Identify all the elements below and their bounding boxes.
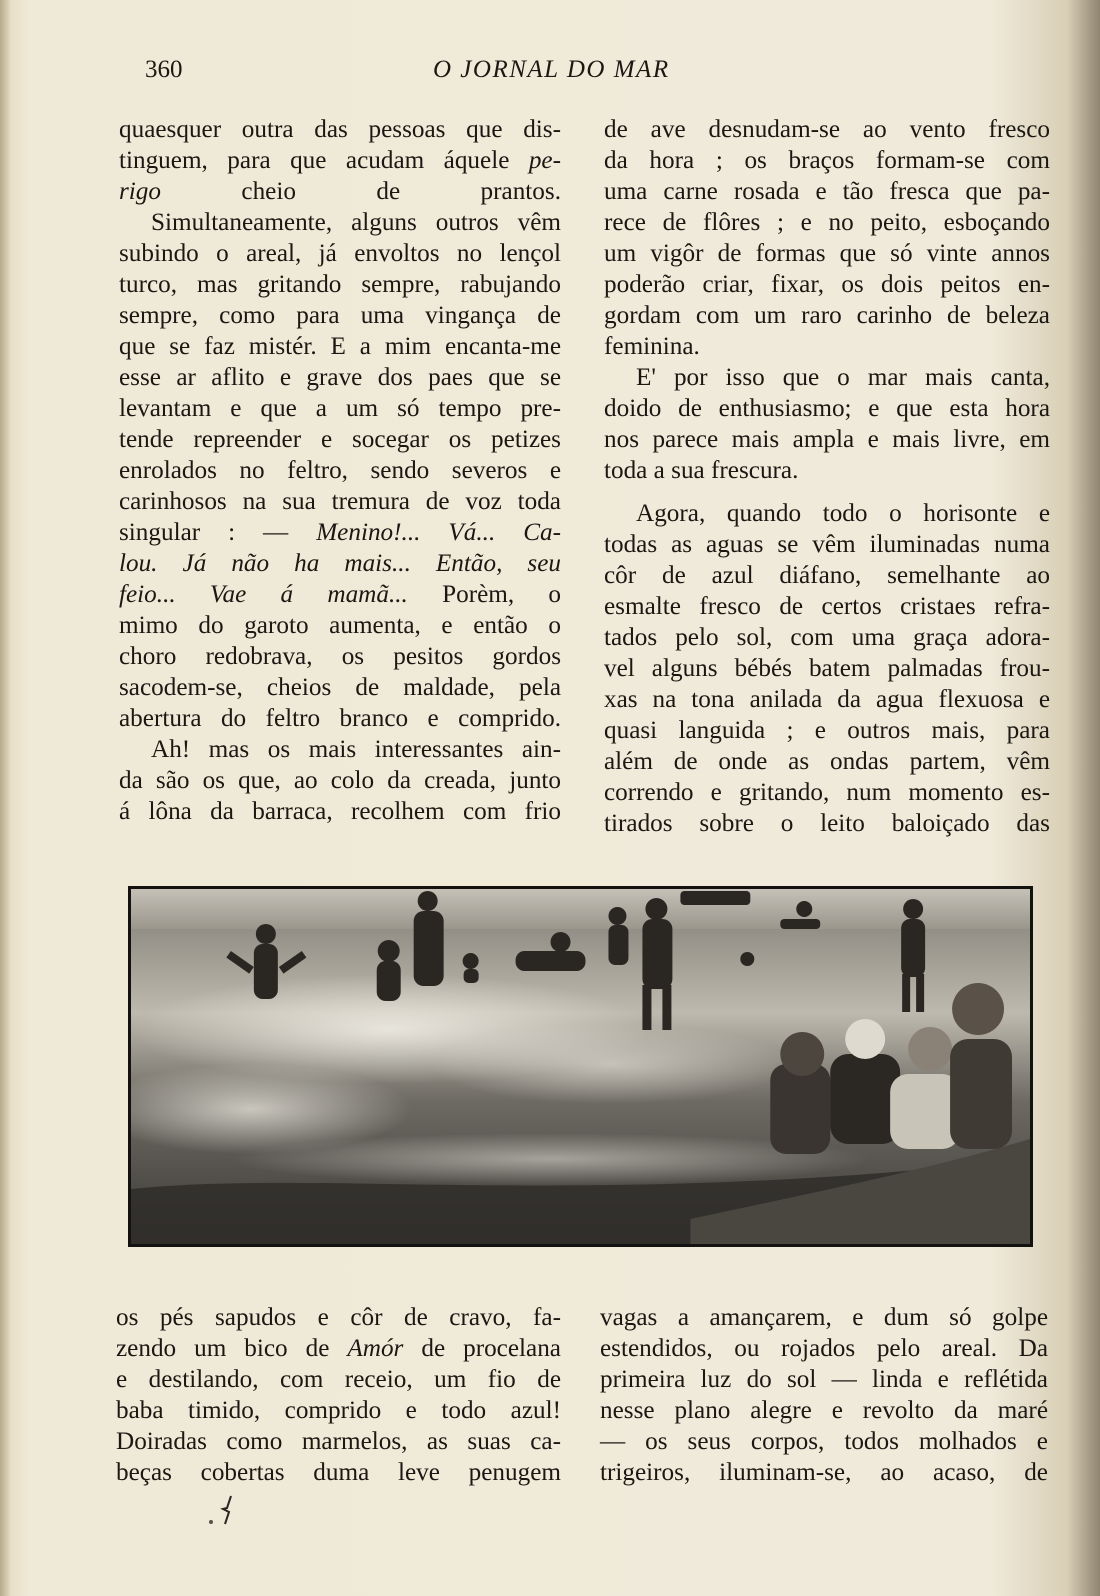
text-line: correndo e gritando, num momento es- [604,779,1050,806]
text-line: subindo o areal, já envoltos no lençol [119,240,561,267]
beach-photo-icon [131,889,1030,1244]
text-line: beças cobertas duma leve penugem [116,1459,561,1486]
text-line: enrolados no feltro, sendo severos e [119,457,561,484]
italic-text: lou. Já não ha mais... Então, seu [119,550,561,577]
text-line: turco, mas gritando sempre, rabujando [119,271,561,298]
italic-text: pe- [528,147,561,174]
text-line: trigeiros, iluminam-se, ao acaso, de [600,1459,1048,1486]
text-line: E' por isso que o mar mais canta, [636,364,1050,391]
text-line: Simultaneamente, alguns outros vêm [151,209,561,236]
page-binding-edge [0,0,10,1596]
text-line: os pés sapudos e côr de cravo, fa- [116,1304,561,1331]
text-line: tados pelo sol, com uma graça adora- [604,624,1050,651]
column-top-left [119,114,561,827]
text-line: sempre, como para uma vingança de [119,302,561,329]
text-line: toda a sua frescura. [604,457,799,484]
text-line: da são os que, ao colo da creada, junto [119,767,561,794]
text-line: estendidos, ou rojados pelo areal. Da [600,1335,1048,1362]
text-line: e destilando, com receio, um fio de [116,1366,561,1393]
page-header [145,56,945,90]
running-title: O JORNAL DO MAR [433,56,670,83]
text-line: — os seus corpos, todos molhados e [600,1428,1048,1455]
text-line: vagas a amançarem, e dum só golpe [600,1304,1048,1331]
text-line: um vigôr de formas que só vinte annos [604,240,1050,267]
text-line: gordam com um raro carinho de beleza [604,302,1050,329]
text-line: tende repreender e socegar os petizes [119,426,561,453]
text-line: vel alguns bébés batem palmadas frou- [604,655,1050,682]
page-number: 360 [145,56,183,83]
text-line: nos parece mais ampla e mais livre, em [604,426,1050,453]
text-line: primeira luz do sol — linda e reflétida [600,1366,1048,1393]
paragraph-gap [604,486,1050,498]
text-line: zendo um bico de Amór de procelana [116,1335,561,1362]
text-line: nesse plano alegre e revolto da maré [600,1397,1048,1424]
text-line [119,548,561,579]
text-line: quaesquer outra das pessoas que dis- [119,116,561,143]
text-line: de ave desnudam-se ao vento fresco [604,116,1050,143]
text-line: tirados sobre o leito baloiçado das [604,810,1050,837]
text-line: carinhosos na sua tremura de voz toda [119,488,561,515]
text-line: mimo do garoto aumenta, e então o [119,612,561,639]
text-line: á lôna da barraca, recolhem com frio [119,798,561,825]
ink-smudge-icon [203,1494,243,1530]
text-line: singular : — Menino!... Vá... Ca- [119,519,561,546]
text-line: além de onde as ondas partem, vêm [604,748,1050,775]
text-line: Ah! mas os mais interessantes ain- [151,736,561,763]
text-line: Doiradas como marmelos, as suas ca- [116,1428,561,1455]
text-line: poderão criar, fixar, os dois peitos en- [604,271,1050,298]
italic-text: Amór [347,1335,404,1362]
text-line: baba timido, comprido e todo azul! [116,1397,561,1424]
italic-text: rigo [119,178,161,205]
text-line: doido de enthusiasmo; e que esta hora [604,395,1050,422]
text-line: todas as aguas se vêm iluminadas numa [604,531,1050,558]
text-line: sacodem-se, cheios de maldade, pela [119,674,561,701]
text-line: choro redobrava, os pesitos gordos [119,643,561,670]
column-bottom-left [116,1302,561,1488]
text-line: que se faz mistér. E a mim encanta-me [119,333,561,360]
column-top-right [604,114,1050,839]
text-line: feminina. [604,333,700,360]
text-line: feio... Vae á mamã... Porèm, o [119,581,562,608]
text-line: Agora, quando todo o horisonte e [636,500,1050,527]
column-bottom-right [600,1302,1048,1488]
text-line: levantam e que a um só tempo pre- [119,395,561,422]
text-line: uma carne rosada e tão fresca que pa- [604,178,1050,205]
text-line: rigo cheio de prantos. [119,178,561,205]
text-line: quasi languida ; e outros mais, para [604,717,1050,744]
text-line: abertura do feltro branco e comprido. [119,705,561,732]
text-line: da hora ; os braços formam-se com [604,147,1050,174]
text-line: esmalte fresco de certos cristaes refra- [604,593,1050,620]
text-line: tinguem, para que acudam áquele pe- [119,147,561,174]
text-line: côr de azul diáfano, semelhante ao [604,562,1050,589]
italic-text: Menino!... Vá... Ca- [316,519,561,546]
text-line: rece de flôres ; e no peito, esboçando [604,209,1050,236]
text-line: xas na tona anilada da agua flexuosa e [604,686,1050,713]
photograph-children-bathing [128,886,1033,1247]
text-line: esse ar aflito e grave dos paes que se [119,364,561,391]
italic-text: feio... Vae á mamã... [119,581,408,608]
